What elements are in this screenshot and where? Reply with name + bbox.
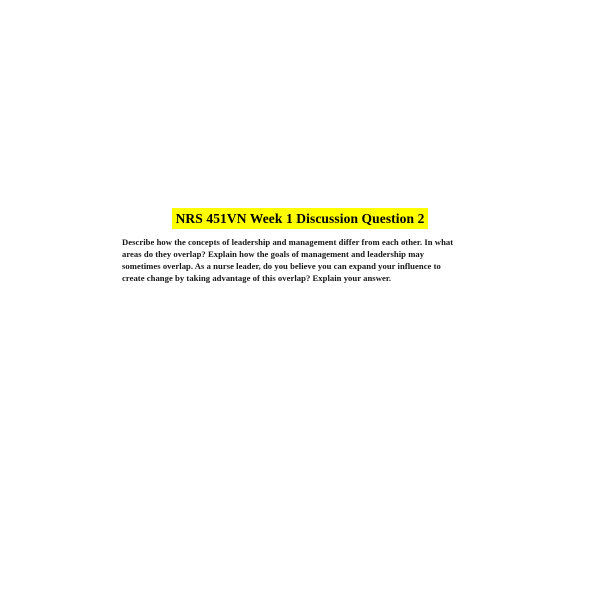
discussion-title: NRS 451VN Week 1 Discussion Question 2 xyxy=(172,208,429,229)
prompt-line-1: Describe how the concepts of leadership and management differ from each other. In what xyxy=(122,237,454,247)
prompt-line-2: areas do they overlap? Explain how the goals of management and leadership may xyxy=(122,249,425,259)
prompt-line-3: sometimes overlap. As a nurse leader, do you believe you can expand your influence to xyxy=(122,261,441,271)
prompt-line-4: create change by taking advantage of this overlap? Explain your answer. xyxy=(122,273,392,283)
title-row xyxy=(0,208,600,229)
discussion-prompt xyxy=(122,236,453,284)
